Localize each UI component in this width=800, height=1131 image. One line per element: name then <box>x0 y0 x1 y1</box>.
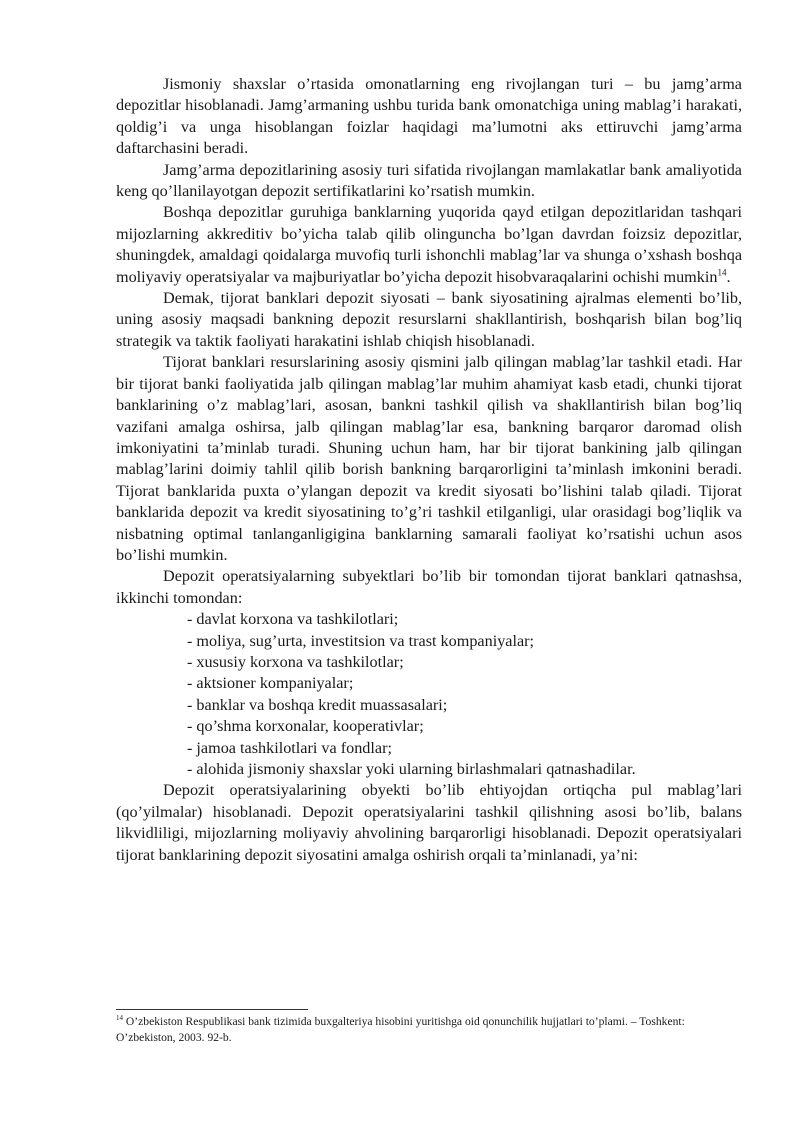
list-item: - davlat korxona va tashkilotlari; <box>187 610 399 629</box>
paragraph: Tijorat banklari resurslarining asosiy qismini jalb qilingan mablag’lar tashkil etadi. Har bir tijorat banki faoliyatida jalb qilingan mablag’lar muhim ahamiyat kasb etadi, chunki tijorat banklarining o’z mablag’lari, asosan, bankni tashkil qilish va shakllantirish bilan bog’liq vazifani amalga oshirsa, jalb qilingan mablag’lar esa, bankning barqaror daromad olish imkoniyatini ta’minlab turadi. Shuning uchun ham, har bir tijorat bankining jalb qilingan mablag’larini doimiy tahlil qilib borish bankning barqarorligini ta’minlash imkonini beradi. Tijorat banklarida puxta o’ylangan depozit va kredit siyosati bo’lishini talab qiladi. Tijorat banklarida depozit va kredit siyosatining to’g’ri tashkil etilganligi, ular orasidagi bog’liqlik va nisbatning optimal tanlanganligigina banklarning samarali faoliyat ko’rsatishi uchun asos bo’lishi mumkin. <box>116 353 742 564</box>
paragraph: Depozit operatsiyalarining obyekti bo’lib ehtiyojdan ortiqcha pul mablag’lari (qo’yilmalar) hisoblanadi. Depozit operatsiyalarini tashkil qilishning asosi bo’lib, balans likvidliligi, mijozlarning moliyaviy ahvolining barqarorligi hisoblanadi. Depozit operatsiyalari tijorat banklarining depozit siyosatini amalga oshirish orqali ta’minlanadi, ya’ni: <box>116 781 742 864</box>
footnote-text: O’zbekiston Respublikasi bank tizimida buxgalteriya hisobini yuritishga oid qonunchilik hujjatlari to’plami. – Toshkent: O’zbekiston, 2003. 92-b. <box>116 1015 685 1044</box>
paragraph-text: Boshqa depozitlar guruhiga banklarning yuqorida qayd etilgan depozitlaridan tashqari mijozlarning akkreditiv bo’yicha talab qilib olinguncha bo’lgan davrdan foizsiz depozitlar, shuningdek, amaldagi qoidalarga muvofiq turli ishonchli mablag’lar va shunga o’xshash boshqa moliyaviy operatsiyalar va majburiyatlar bo’yicha depozit hisobvaraqalarini ochishi mumkin <box>116 203 742 286</box>
paragraph: Jismoniy shaxslar o’rtasida omonatlarning eng rivojlangan turi – bu jamg’arma depozitlar hisoblanadi. Jamg’armaning ushbu turida bank omonatchiga uning mablag’i harakati, qoldig’i va unga hisoblangan foizlar haqidagi ma’lumotni aks ettiruvchi jamg’arma daftarchasini beradi. <box>116 75 742 158</box>
list-item: - xususiy korxona va tashkilotlar; <box>187 652 404 671</box>
list-item: - alohida jismoniy shaxslar yoki ularning birlashmalari qatnashadilar. <box>187 760 636 778</box>
participants-list <box>116 609 742 780</box>
list-item: - qo’shma korxonalar, kooperativlar; <box>187 717 424 736</box>
list-item: - aktsioner kompaniyalar; <box>187 674 354 693</box>
paragraph: Depozit operatsiyalarning subyektlari bo’lib bir tomondan tijorat banklari qatnashsa, ikkinchi tomondan: <box>116 567 742 607</box>
paragraph: Jamg’arma depozitlarining asosiy turi sifatida rivojlangan mamlakatlar bank amaliyotida keng qo’llanilayotgan depozit sertifikatlarini ko’rsatish mumkin. <box>116 160 742 201</box>
list-item: - jamoa tashkilotlari va fondlar; <box>187 738 392 757</box>
document-body <box>116 74 742 866</box>
paragraph-end: . <box>726 267 731 286</box>
footnote-reference[interactable]: 14 <box>717 267 727 278</box>
paragraph-with-footnote <box>116 202 742 288</box>
list-item: - moliya, sug’urta, investitsion va trast kompaniyalar; <box>187 631 535 650</box>
paragraph: Demak, tijorat banklari depozit siyosati – bank siyosatining ajralmas elementi bo’lib, uning asosiy maqsadi bankning depozit resurslarni shakllantirish, boshqarish bilan bog’liq strategik va taktik faoliyati harakatini ishlab chiqish hisoblanadi. <box>116 289 742 350</box>
list-item: - banklar va boshqa kredit muassasalari; <box>187 695 448 714</box>
footnote-marker: 14 <box>116 1014 123 1023</box>
footnote <box>116 1008 742 1046</box>
